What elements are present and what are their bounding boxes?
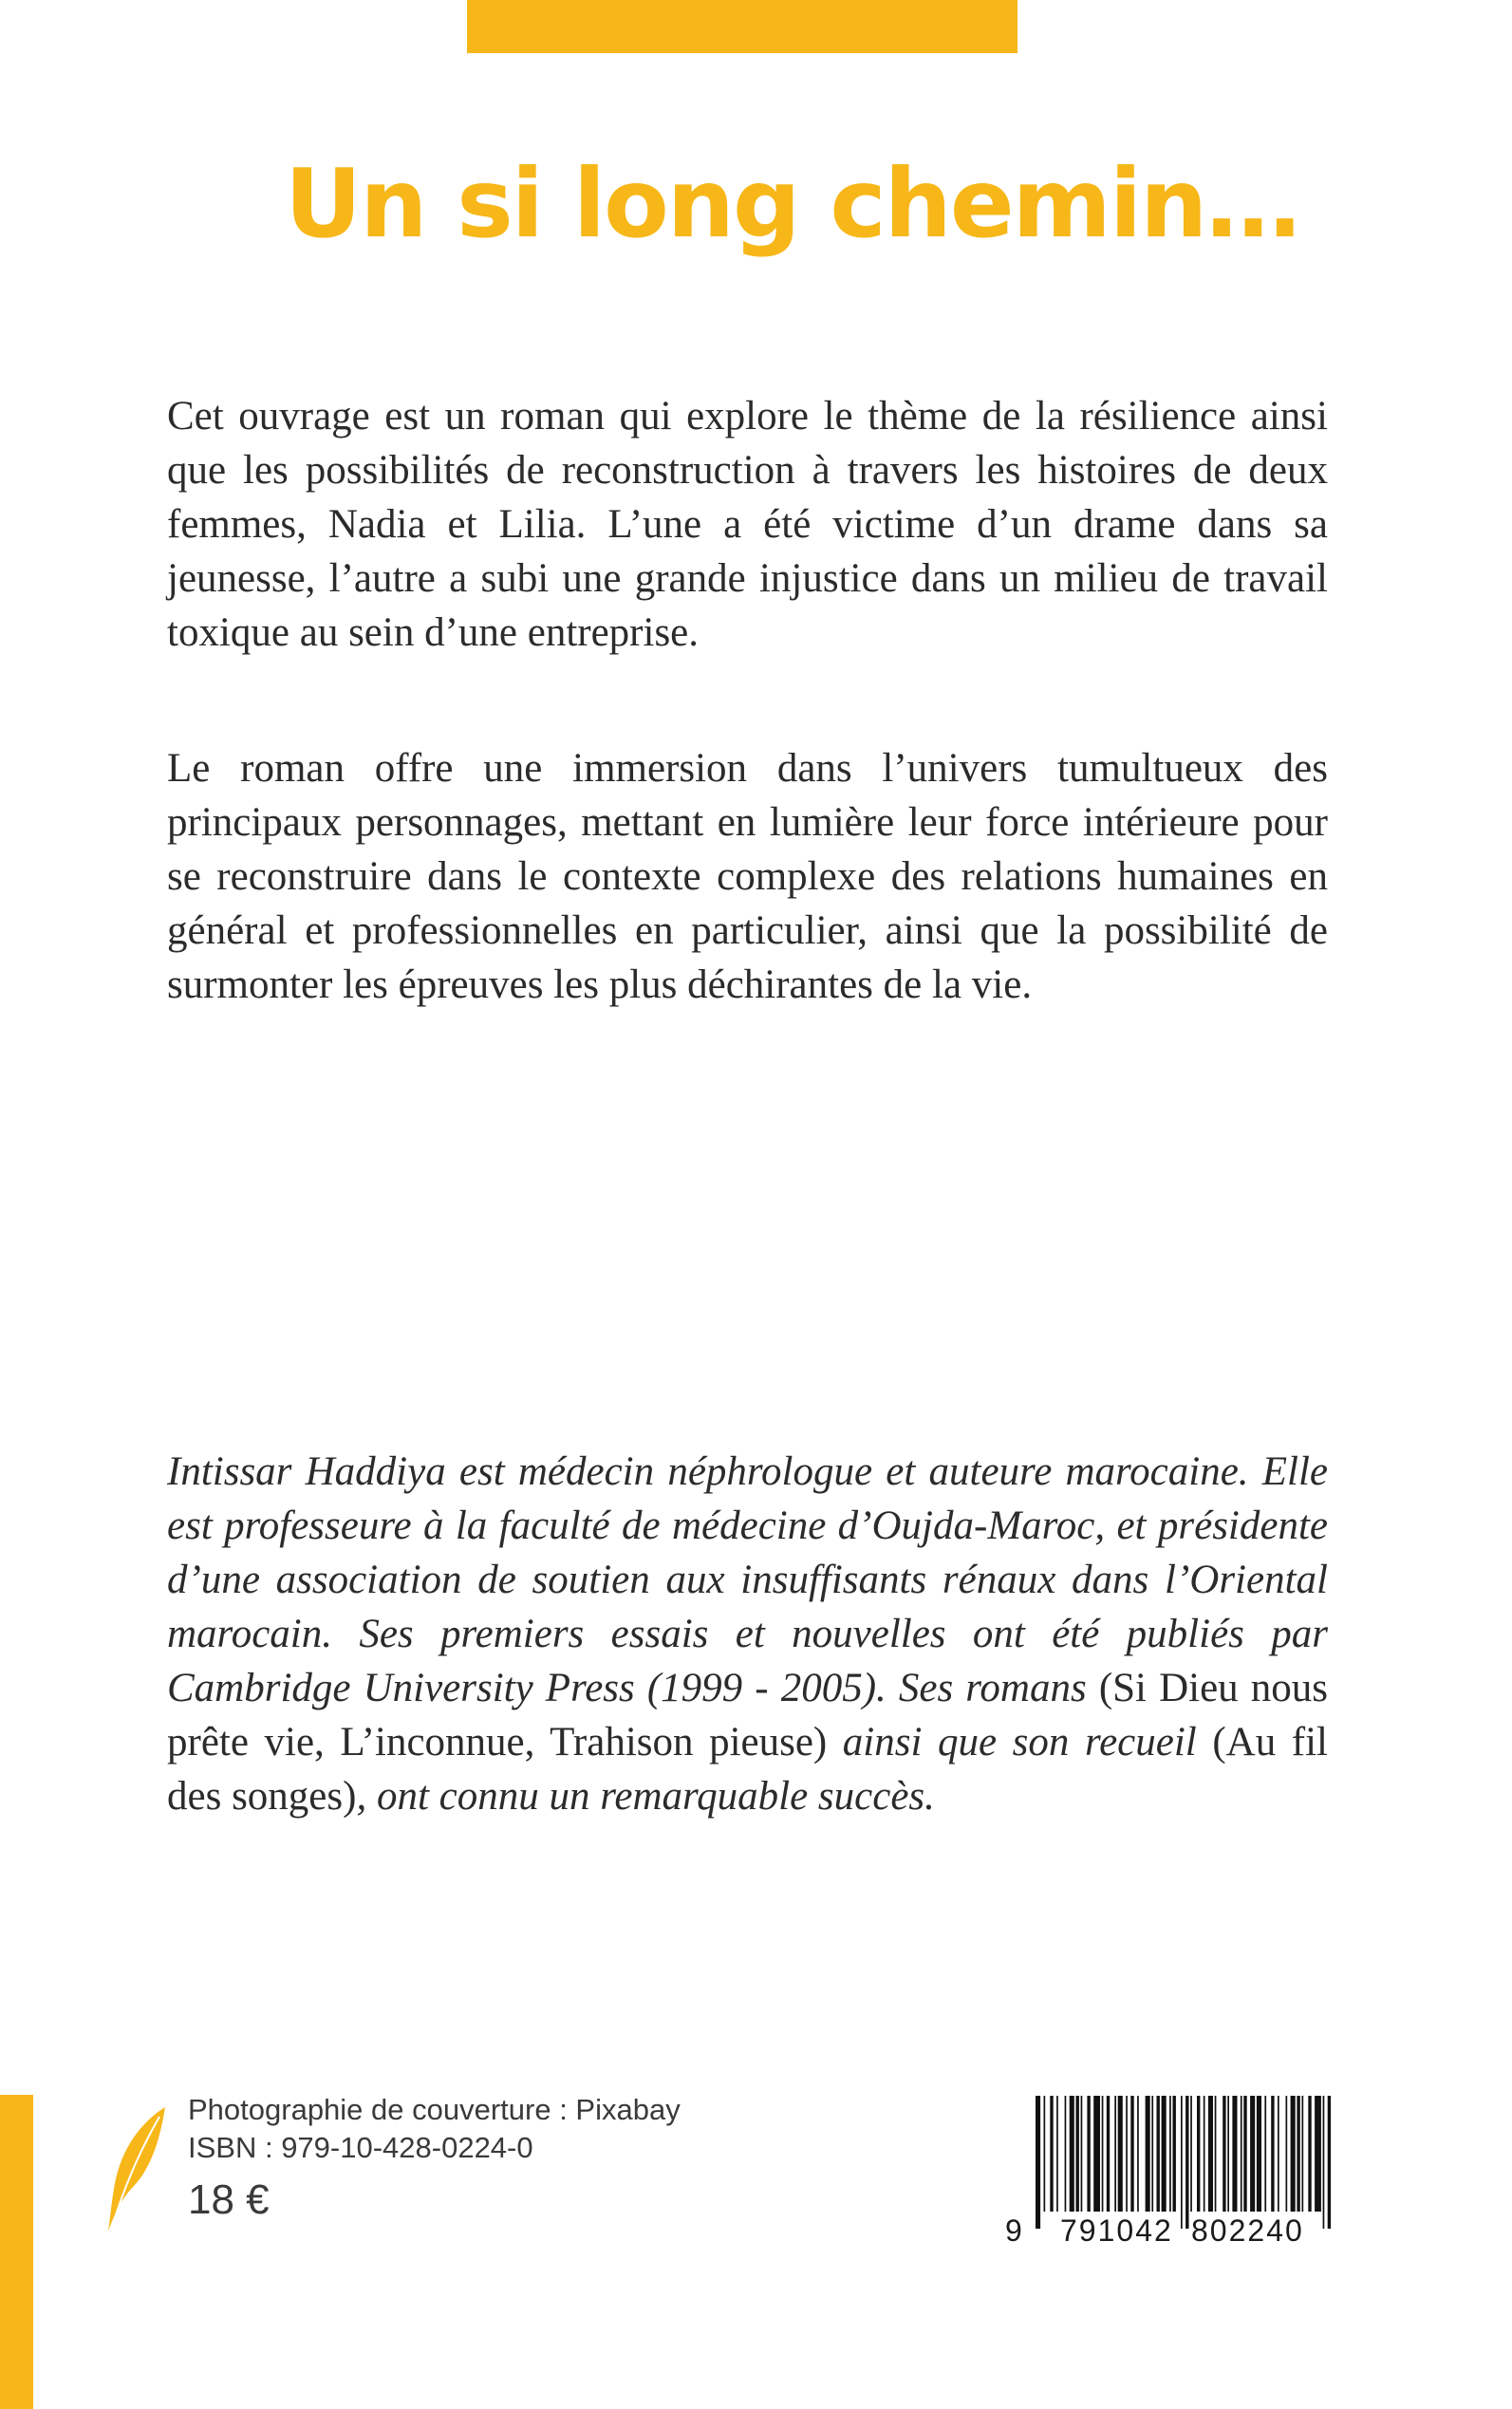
barcode-digit-first: 9 xyxy=(1005,2213,1022,2248)
barcode-bar xyxy=(1137,2096,1139,2212)
side-accent-bar xyxy=(0,2095,33,2409)
barcode-bar xyxy=(1065,2096,1067,2212)
barcode-bar xyxy=(1323,2096,1325,2229)
barcode-bar xyxy=(1162,2096,1167,2212)
summary-paragraph-2: Le roman offre une immersion dans l’univers tumultueux des principaux personnages, mettant en lumière leur force intérieure pour se reconstruire dans le contexte complexe des relations humaines en général et professionnelles en particulier, ainsi que la possibilité de surmonter les épreuves les plus déchirantes de la vie. xyxy=(167,746,1328,1007)
barcode-bar xyxy=(1081,2096,1083,2212)
barcode-bar xyxy=(1271,2096,1274,2212)
barcode-bar xyxy=(1130,2096,1133,2212)
barcode-bar xyxy=(1044,2096,1046,2212)
barcode-bar xyxy=(1169,2096,1171,2212)
barcode-bar xyxy=(1232,2096,1237,2212)
barcode-bar xyxy=(1227,2096,1229,2212)
barcode-bar xyxy=(1157,2096,1160,2212)
barcode-bar xyxy=(1190,2096,1192,2212)
barcode-bar xyxy=(1297,2096,1299,2212)
photo-credit: Photographie de couverture : Pixabay xyxy=(188,2093,681,2126)
barcode-bar xyxy=(1107,2096,1110,2212)
barcode-bar xyxy=(1308,2096,1311,2212)
author-bio-part1: Intissar Haddiya est médecin néphrologue et auteure marocaine. Elle est professeure à la faculté de médecine d’Oujda-Maroc, et présidente d’une association de soutien aux insuffisants rénaux dans l’Oriental marocain. Ses premiers essais et nouvelles ont été publiés par Cambridge University Press (1999 - 2005). Ses romans xyxy=(167,1449,1328,1710)
barcode-bar xyxy=(1328,2096,1331,2229)
barcode-bar xyxy=(1151,2096,1153,2212)
isbn: ISBN : 979-10-428-0224-0 xyxy=(188,2131,533,2164)
barcode-bar xyxy=(1070,2096,1074,2212)
author-novels: (Si Dieu nous prête vie, L’inconnue, Trahison pieuse) xyxy=(167,1666,1329,1765)
author-bio xyxy=(167,1445,1328,1823)
barcode-digits xyxy=(1005,2213,1347,2248)
barcode-bar xyxy=(1146,2096,1150,2212)
author-bio-part3: , ont connu un remarquable succès. xyxy=(356,1774,935,1819)
barcode-bar xyxy=(1118,2096,1123,2212)
barcode-bar xyxy=(1076,2096,1079,2212)
barcode-bar xyxy=(1093,2096,1100,2212)
barcode-bar xyxy=(1223,2096,1225,2212)
barcode-digit-group-1: 791042 xyxy=(1060,2213,1173,2248)
barcode-bar xyxy=(1087,2096,1090,2212)
barcode-bar xyxy=(1302,2096,1304,2212)
barcode-bar xyxy=(1286,2096,1288,2212)
barcode-bar xyxy=(1241,2096,1242,2212)
barcode-bar xyxy=(1114,2096,1116,2212)
barcode-bar xyxy=(1204,2096,1205,2212)
barcode-bar xyxy=(1197,2096,1200,2212)
barcode-bar xyxy=(1185,2096,1188,2229)
barcode-bar xyxy=(1050,2096,1053,2212)
book-title: Un si long chemin… xyxy=(285,148,1299,259)
publication-info xyxy=(188,2091,681,2228)
barcode-bar xyxy=(1243,2096,1246,2212)
barcode-bar xyxy=(1264,2096,1266,2212)
barcode-bar xyxy=(1208,2096,1213,2212)
barcode-bar xyxy=(1056,2096,1058,2212)
barcode-bar xyxy=(1257,2096,1261,2212)
barcode-bar xyxy=(1173,2096,1176,2212)
barcode-bar xyxy=(1278,2096,1279,2212)
barcode-bar xyxy=(1181,2096,1183,2229)
barcode-digit-group-2: 802240 xyxy=(1191,2213,1304,2248)
summary-paragraph-1: Cet ouvrage est un roman qui explore le thème de la résilience ainsi que les possibilités de reconstruction à travers les histoires de deux femmes, Nadia et Lilia. L’une a été victime d’un drame dans sa jeunesse, l’autre a subi une grande injustice dans un milieu de travail toxique au sein d’une entreprise. xyxy=(167,394,1328,655)
author-bio-part2: ainsi que son recueil xyxy=(827,1720,1213,1765)
feather-icon xyxy=(103,2105,169,2233)
barcode-bar xyxy=(1291,2096,1296,2212)
barcode-bar xyxy=(1250,2096,1255,2212)
author-collection: (Au fil des songes) xyxy=(167,1720,1328,1819)
barcode-bar xyxy=(1215,2096,1217,2212)
barcode-bar xyxy=(1315,2096,1321,2212)
barcode-bar xyxy=(1126,2096,1128,2212)
barcode-bar xyxy=(1036,2096,1040,2229)
top-accent-bar xyxy=(467,0,1017,53)
price: 18 € xyxy=(188,2176,270,2223)
barcode-bar xyxy=(1102,2096,1104,2212)
barcode xyxy=(1005,2096,1335,2248)
